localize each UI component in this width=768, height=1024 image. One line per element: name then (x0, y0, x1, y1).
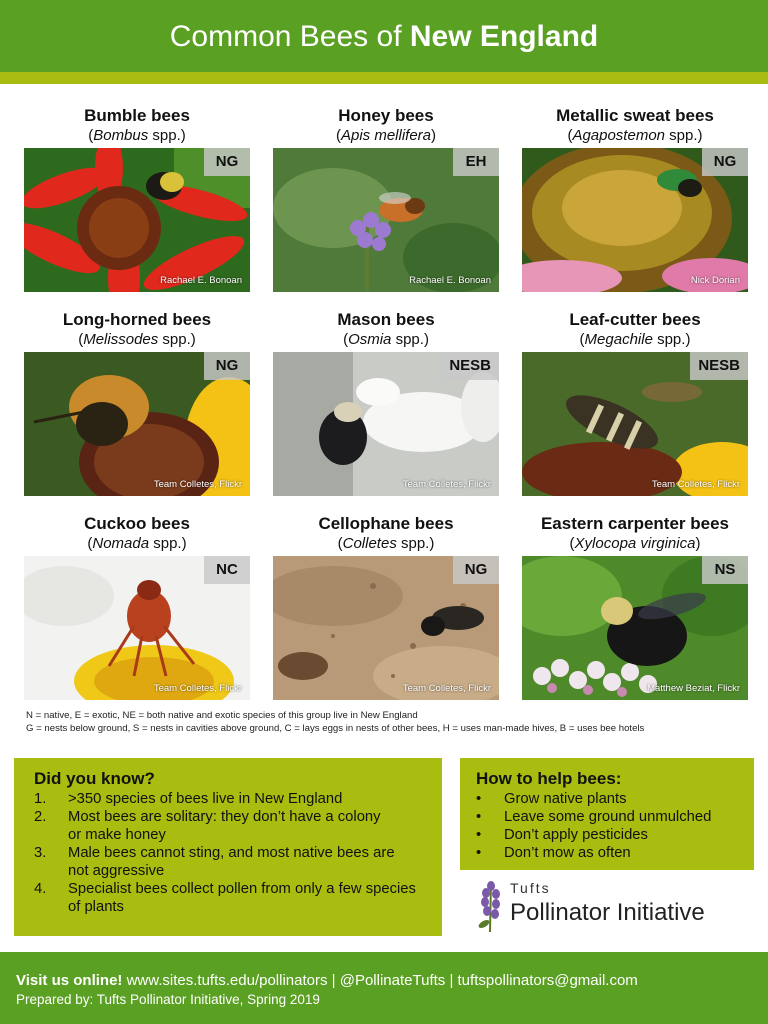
photo-credit: Team Colletes, Flickr (153, 479, 242, 490)
list-item (34, 808, 430, 844)
list-item (476, 790, 746, 808)
footer-prepared-by: Prepared by: Tufts Pollinator Initiative, Spring 2019 (16, 992, 320, 1007)
lavender-flower-icon (476, 878, 506, 934)
bee-name: Cuckoo bees (84, 514, 190, 533)
bee-photo (24, 556, 250, 700)
nesting-badge: EH (453, 148, 499, 176)
bullet-mark: • (476, 827, 482, 843)
bee-name: Metallic sweat bees (556, 106, 714, 125)
logo-tufts-text: Tufts (510, 880, 551, 896)
photo-credit: Nick Dorian (690, 275, 740, 286)
bee-name: Cellophane bees (318, 514, 454, 533)
bee-card-honey (273, 106, 499, 286)
list-item (476, 826, 746, 844)
bee-card-cuckoo (24, 514, 250, 694)
bee-card-long-horned (24, 310, 250, 490)
bee-suffix: spp. (158, 331, 191, 348)
photo-credit: Team Colletes, Flickr (153, 683, 242, 694)
nesting-badge: NC (204, 556, 250, 584)
bullet-mark: • (476, 809, 482, 825)
list-number: 2. (34, 809, 47, 825)
bee-name: Mason bees (337, 310, 435, 329)
bee-photo (273, 556, 499, 700)
photo-credit: Matthew Beziat, Flickr (647, 683, 740, 694)
logo-initiative-text: Pollinator Initiative (510, 899, 705, 926)
footer-contact-line (16, 972, 638, 989)
bee-genus: Agapostemon (572, 127, 666, 144)
bee-card-leaf-cutter (522, 310, 748, 490)
list-item (34, 844, 430, 880)
bullet-mark: • (476, 845, 482, 861)
bee-photo (24, 352, 250, 496)
list-number: 1. (34, 791, 47, 807)
list-text: Male bees cannot sting, and most native bees are not aggressive (68, 845, 395, 879)
legend-origin-line: N = native, E = exotic, NE = both native and exotic species of this group live in New England (26, 710, 418, 721)
photo-credit: Rachael E. Bonoan (409, 275, 491, 286)
bee-scientific-name: (Bombus spp.) (88, 127, 186, 144)
bee-scientific-name: (Nomada spp.) (87, 535, 187, 552)
bee-genus: Melissodes (83, 331, 159, 348)
bee-scientific-name: (Megachile spp.) (579, 331, 691, 348)
bee-suffix: spp. (148, 127, 181, 144)
nesting-badge: NG (204, 148, 250, 176)
bee-photo (522, 556, 748, 700)
how-to-help-list (476, 790, 746, 862)
bee-scientific-name: (Colletes spp.) (337, 535, 435, 552)
bee-card-cellophane (273, 514, 499, 694)
list-text: >350 species of bees live in New England (68, 791, 343, 807)
bee-genus: Megachile (584, 331, 653, 348)
bee-genus: Colletes (342, 535, 397, 552)
bee-scientific-name: (Melissodes spp.) (78, 331, 196, 348)
header-stripe (0, 72, 768, 84)
bee-photo (522, 148, 748, 292)
photo-credit: Team Colletes, Flickr (651, 479, 740, 490)
bee-card-eastern-carpenter (522, 514, 748, 694)
title-bold: New England (409, 20, 599, 53)
list-item (34, 790, 430, 808)
did-you-know-box (14, 758, 442, 936)
photo-credit: Team Colletes, Flickr (402, 479, 491, 490)
bee-suffix: spp. (665, 127, 698, 144)
tufts-pollinator-logo (476, 878, 746, 934)
bee-genus: Bombus (93, 127, 149, 144)
list-item (476, 808, 746, 826)
nesting-badge: NS (702, 556, 748, 584)
bee-photo (273, 148, 499, 292)
list-item (476, 844, 746, 862)
bee-scientific-name: (Agapostemon spp.) (567, 127, 703, 144)
badge-legend (26, 709, 756, 735)
nesting-badge: NG (702, 148, 748, 176)
bee-photo (522, 352, 748, 496)
did-you-know-title: Did you know? (34, 769, 155, 788)
photo-credit: Team Colletes, Flickr (402, 683, 491, 694)
bee-genus: Osmia (348, 331, 392, 348)
page-title (0, 0, 768, 72)
bullet-mark: • (476, 791, 482, 807)
bee-suffix: spp. (396, 535, 430, 552)
bee-name: Bumble bees (84, 106, 190, 125)
bee-genus: Apis mellifera (340, 127, 432, 144)
list-number: 3. (34, 845, 47, 861)
bee-genus: Xylocopa virginica (574, 535, 696, 552)
bee-card-mason (273, 310, 499, 490)
nesting-badge: NG (204, 352, 250, 380)
bee-photo (273, 352, 499, 496)
bee-scientific-name: (Xylocopa virginica) (569, 535, 701, 552)
photo-credit: Rachael E. Bonoan (160, 275, 242, 286)
list-item (34, 880, 430, 916)
list-text: Don’t mow as often (504, 845, 631, 861)
how-to-help-title: How to help bees: (476, 769, 622, 788)
list-number: 4. (34, 881, 47, 897)
bee-name: Long-horned bees (62, 310, 212, 329)
bee-photo (24, 148, 250, 292)
nesting-badge: NG (453, 556, 499, 584)
how-to-help-box (460, 758, 754, 870)
bee-scientific-name: (Apis mellifera) (335, 127, 437, 144)
bee-suffix: spp. (149, 535, 182, 552)
list-text: Grow native plants (504, 791, 627, 807)
bee-card-metallic-sweat (522, 106, 748, 286)
nesting-badge: NESB (690, 352, 748, 380)
list-text: Specialist bees collect pollen from only a few species of plants (68, 881, 416, 915)
bee-name: Honey bees (338, 106, 434, 125)
footer-bar (0, 952, 768, 1024)
bee-suffix: spp. (391, 331, 424, 348)
list-text: Don’t apply pesticides (504, 827, 648, 843)
bee-suffix: spp. (652, 331, 686, 348)
legend-nesting-line: G = nests below ground, S = nests in cavities above ground, C = lays eggs in nests of other bees, H = uses man-made hives, B = uses bee hotels (26, 723, 645, 734)
bee-scientific-name: (Osmia spp.) (343, 331, 429, 348)
title-prefix: Common Bees of (169, 20, 410, 53)
list-text: Most bees are solitary: they don’t have a colony or make honey (68, 809, 381, 843)
bee-card-bumble (24, 106, 250, 286)
list-text: Leave some ground unmulched (504, 809, 712, 825)
bee-genus: Nomada (92, 535, 150, 552)
bee-name: Leaf-cutter bees (569, 310, 701, 329)
visit-label: Visit us online! (16, 972, 123, 989)
nesting-badge: NESB (441, 352, 499, 380)
did-you-know-list (34, 790, 430, 916)
contact-links: www.sites.tufts.edu/pollinators | @PollinateTufts | tuftspollinators@gmail.com (122, 972, 638, 989)
bee-name: Eastern carpenter bees (540, 514, 730, 533)
